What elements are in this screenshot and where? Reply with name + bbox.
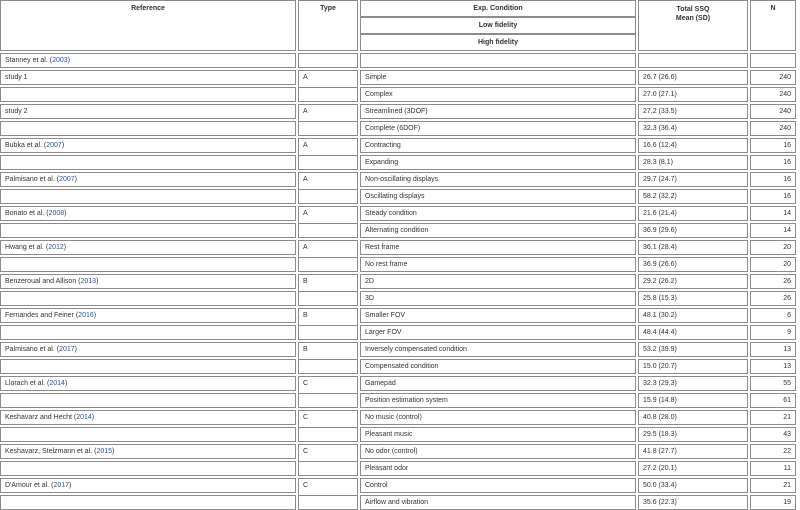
reference-cell bbox=[0, 87, 296, 102]
type-value: A bbox=[303, 176, 308, 183]
ssq-value: 27.0 (27.1) bbox=[643, 91, 677, 98]
year-close-paren: ) bbox=[63, 244, 67, 251]
n-cell bbox=[750, 138, 796, 153]
condition-value: Pleasant odor bbox=[365, 465, 409, 472]
n-cell bbox=[750, 308, 796, 323]
type-cell bbox=[298, 189, 358, 204]
n-cell bbox=[750, 206, 796, 221]
reference-name: D'Amour et al. bbox=[5, 482, 50, 489]
condition-value: Position estimation system bbox=[365, 397, 448, 404]
ssq-value: 26.7 (26.6) bbox=[643, 74, 677, 81]
ssq-value: 15.9 (14.8) bbox=[643, 397, 677, 404]
n-value: 16 bbox=[783, 159, 791, 166]
n-value: 55 bbox=[783, 380, 791, 387]
reference-year-link[interactable]: 2017 bbox=[59, 346, 75, 353]
n-value: 240 bbox=[779, 91, 791, 98]
type-cell bbox=[298, 393, 358, 408]
n-value: 20 bbox=[783, 244, 791, 251]
ssq-cell bbox=[638, 376, 748, 391]
condition-value: Contracting bbox=[365, 142, 401, 149]
reference-year-link[interactable]: 2017 bbox=[53, 482, 69, 489]
header-condition bbox=[360, 0, 636, 17]
type-value: C bbox=[303, 482, 309, 489]
n-value: 43 bbox=[783, 431, 791, 438]
n-cell bbox=[750, 291, 796, 306]
condition-value: Expanding bbox=[365, 159, 399, 166]
ssq-cell bbox=[638, 274, 748, 289]
condition-cell bbox=[360, 53, 636, 68]
type-value: C bbox=[303, 448, 309, 455]
reference-name: study 1 bbox=[5, 74, 28, 81]
header-condition-label: Exp. Condition bbox=[473, 5, 523, 12]
condition-cell bbox=[360, 206, 636, 221]
header-low-fidelity bbox=[360, 17, 636, 34]
n-value: 16 bbox=[783, 142, 791, 149]
reference-cell bbox=[0, 495, 296, 510]
ssq-cell bbox=[638, 410, 748, 425]
year-close-paren: ) bbox=[74, 346, 78, 353]
header-type-label: Type bbox=[320, 5, 336, 12]
reference-cell bbox=[0, 291, 296, 306]
n-cell bbox=[750, 325, 796, 340]
header-n-label: N bbox=[770, 5, 776, 12]
n-cell bbox=[750, 70, 796, 85]
n-cell bbox=[750, 257, 796, 272]
ssq-value: 32.3 (29.3) bbox=[643, 380, 677, 387]
reference-cell bbox=[0, 155, 296, 170]
year-close-paren: ) bbox=[112, 448, 115, 455]
condition-value: Complex bbox=[365, 91, 393, 98]
year-open-paren: ( bbox=[41, 142, 47, 149]
type-cell bbox=[298, 223, 358, 238]
n-value: 13 bbox=[783, 363, 791, 370]
ssq-value: 21.6 (21.4) bbox=[643, 210, 677, 217]
condition-cell bbox=[360, 359, 636, 374]
ssq-value: 27.2 (33.5) bbox=[643, 108, 677, 115]
year-open-paren: ( bbox=[71, 414, 77, 421]
reference-year-link[interactable]: 2007 bbox=[46, 142, 62, 149]
condition-cell bbox=[360, 461, 636, 476]
year-close-paren: ) bbox=[74, 176, 78, 183]
reference-cell bbox=[0, 223, 296, 238]
condition-value: Complete (6DOF) bbox=[365, 125, 421, 132]
reference-name: Llorach et al. bbox=[5, 380, 46, 387]
ssq-cell bbox=[638, 495, 748, 510]
ssq-cell bbox=[638, 189, 748, 204]
year-open-paren: ( bbox=[54, 176, 60, 183]
reference-cell bbox=[0, 206, 296, 221]
ssq-cell bbox=[638, 325, 748, 340]
n-value: 240 bbox=[779, 108, 791, 115]
type-cell bbox=[298, 427, 358, 442]
condition-value: 3D bbox=[365, 295, 374, 302]
year-close-paren: ) bbox=[64, 380, 68, 387]
type-value: B bbox=[303, 312, 308, 319]
condition-cell bbox=[360, 172, 636, 187]
ssq-value: 32.3 (36.4) bbox=[643, 125, 677, 132]
condition-cell bbox=[360, 104, 636, 119]
n-value: 240 bbox=[779, 74, 791, 81]
n-cell bbox=[750, 155, 796, 170]
reference-cell bbox=[0, 189, 296, 204]
type-cell bbox=[298, 359, 358, 374]
year-close-paren: ) bbox=[64, 210, 67, 217]
type-cell bbox=[298, 155, 358, 170]
reference-cell bbox=[0, 410, 296, 425]
ssq-value: 28.3 (8.1) bbox=[643, 159, 673, 166]
reference-cell bbox=[0, 138, 296, 153]
n-cell bbox=[750, 410, 796, 425]
year-open-paren: ( bbox=[47, 57, 53, 64]
n-cell bbox=[750, 172, 796, 187]
ssq-value: 41.8 (27.7) bbox=[643, 448, 677, 455]
header-high-fidelity-label: High fidelity bbox=[477, 39, 519, 46]
ssq-value: 53.2 (39.9) bbox=[643, 346, 677, 353]
ssq-cell bbox=[638, 121, 748, 136]
reference-cell bbox=[0, 376, 296, 391]
ssq-value: 50.0 (33.4) bbox=[643, 482, 677, 489]
condition-value: Compensated condition bbox=[365, 363, 439, 370]
ssq-value: 36.9 (26.6) bbox=[643, 261, 677, 268]
ssq-cell bbox=[638, 138, 748, 153]
year-close-paren: ) bbox=[69, 482, 72, 489]
n-cell bbox=[750, 444, 796, 459]
condition-cell bbox=[360, 70, 636, 85]
type-cell bbox=[298, 87, 358, 102]
reference-cell bbox=[0, 461, 296, 476]
condition-value: Inversely compensated condition bbox=[365, 346, 467, 353]
condition-cell bbox=[360, 444, 636, 459]
year-open-paren: ( bbox=[45, 380, 50, 387]
reference-cell bbox=[0, 393, 296, 408]
condition-cell bbox=[360, 308, 636, 323]
condition-value: Control bbox=[365, 482, 388, 489]
ssq-value: 48.4 (44.4) bbox=[643, 329, 677, 336]
n-value: 20 bbox=[783, 261, 791, 268]
type-value: A bbox=[303, 108, 308, 115]
reference-name: Palmisano et al. bbox=[5, 176, 55, 183]
condition-cell bbox=[360, 342, 636, 357]
reference-year-link[interactable]: 2016 bbox=[78, 312, 94, 319]
year-open-paren: ( bbox=[43, 244, 49, 251]
ssq-value: 40.8 (28.0) bbox=[643, 414, 677, 421]
n-cell bbox=[750, 189, 796, 204]
reference-cell bbox=[0, 478, 296, 493]
reference-cell bbox=[0, 172, 296, 187]
condition-value: No music (control) bbox=[365, 414, 422, 421]
type-value: A bbox=[303, 210, 308, 217]
reference-cell bbox=[0, 444, 296, 459]
n-value: 61 bbox=[783, 397, 791, 404]
reference-year-link[interactable]: 2013 bbox=[80, 278, 97, 285]
reference-cell bbox=[0, 121, 296, 136]
reference-year-link[interactable]: 2015 bbox=[96, 448, 113, 455]
n-cell bbox=[750, 427, 796, 442]
reference-name: Palmisano et al. bbox=[5, 346, 55, 353]
header-low-fidelity-label: Low fidelity bbox=[478, 22, 518, 29]
ssq-cell bbox=[638, 104, 748, 119]
header-type bbox=[298, 0, 358, 51]
ssq-cell bbox=[638, 308, 748, 323]
reference-name: Keshavarz and Hecht bbox=[5, 414, 72, 421]
condition-value: No rest frame bbox=[365, 261, 408, 268]
n-cell bbox=[750, 376, 796, 391]
type-cell bbox=[298, 495, 358, 510]
reference-name: Keshavarz, Stelzmann et al. bbox=[5, 448, 93, 455]
type-value: C bbox=[303, 414, 309, 421]
n-value: 14 bbox=[783, 210, 791, 217]
reference-name: study 2 bbox=[5, 108, 28, 115]
reference-name: Bubka et al. bbox=[5, 142, 42, 149]
n-cell bbox=[750, 495, 796, 510]
n-value: 26 bbox=[783, 295, 791, 302]
n-value: 19 bbox=[783, 499, 791, 506]
type-cell bbox=[298, 325, 358, 340]
condition-cell bbox=[360, 155, 636, 170]
year-close-paren: ) bbox=[91, 414, 95, 421]
n-cell bbox=[750, 121, 796, 136]
condition-value: Alternating condition bbox=[365, 227, 429, 234]
ssq-cell bbox=[638, 172, 748, 187]
condition-value: Pleasant music bbox=[365, 431, 413, 438]
reference-name: Hwang et al. bbox=[5, 244, 44, 251]
ssq-cell bbox=[638, 291, 748, 306]
condition-cell bbox=[360, 427, 636, 442]
condition-value: Airflow and vibration bbox=[365, 499, 429, 506]
ssq-value: 16.6 (12.4) bbox=[643, 142, 677, 149]
ssq-value: 29.5 (18.3) bbox=[643, 431, 677, 438]
condition-value: Rest frame bbox=[365, 244, 400, 251]
n-cell bbox=[750, 53, 796, 68]
condition-cell bbox=[360, 478, 636, 493]
ssq-value: 58.2 (32.2) bbox=[643, 193, 677, 200]
header-ssq-line2: Mean (SD) bbox=[675, 15, 711, 22]
reference-name: Benzeroual and Allison bbox=[5, 278, 77, 285]
condition-cell bbox=[360, 189, 636, 204]
ssq-cell bbox=[638, 478, 748, 493]
year-close-paren: ) bbox=[96, 278, 99, 285]
condition-cell bbox=[360, 325, 636, 340]
condition-value: Larger FOV bbox=[365, 329, 402, 336]
reference-cell bbox=[0, 308, 296, 323]
n-cell bbox=[750, 87, 796, 102]
reference-year-link[interactable]: 2014 bbox=[76, 414, 92, 421]
condition-cell bbox=[360, 87, 636, 102]
reference-cell bbox=[0, 53, 296, 68]
ssq-cell bbox=[638, 257, 748, 272]
ssq-value: 29.2 (26.2) bbox=[643, 278, 677, 285]
reference-cell bbox=[0, 342, 296, 357]
reference-year-link[interactable]: 2012 bbox=[48, 244, 64, 251]
condition-cell bbox=[360, 495, 636, 510]
n-value: 21 bbox=[783, 482, 791, 489]
n-value: 14 bbox=[783, 227, 791, 234]
condition-cell bbox=[360, 376, 636, 391]
ssq-cell bbox=[638, 393, 748, 408]
condition-value: 2D bbox=[365, 278, 374, 285]
ssq-cell bbox=[638, 206, 748, 221]
reference-cell bbox=[0, 240, 296, 255]
ssq-cell bbox=[638, 444, 748, 459]
type-value: A bbox=[303, 74, 308, 81]
type-value: B bbox=[303, 278, 308, 285]
type-value: B bbox=[303, 346, 308, 353]
condition-cell bbox=[360, 138, 636, 153]
reference-cell bbox=[0, 359, 296, 374]
year-open-paren: ( bbox=[92, 448, 97, 455]
type-value: C bbox=[303, 380, 309, 387]
ssq-value: 36.1 (28.4) bbox=[643, 244, 677, 251]
type-cell bbox=[298, 461, 358, 476]
ssq-cell bbox=[638, 427, 748, 442]
reference-name: Fernandes and Feiner bbox=[5, 312, 74, 319]
type-cell bbox=[298, 257, 358, 272]
ssq-cell bbox=[638, 70, 748, 85]
condition-cell bbox=[360, 410, 636, 425]
n-value: 240 bbox=[779, 125, 791, 132]
ssq-value: 25.8 (15.3) bbox=[643, 295, 677, 302]
reference-name: Bonato et al. bbox=[5, 210, 45, 217]
n-value: 22 bbox=[783, 448, 791, 455]
type-cell bbox=[298, 53, 358, 68]
n-value: 13 bbox=[783, 346, 791, 353]
condition-value: Streamlined (3DOF) bbox=[365, 108, 428, 115]
year-open-paren: ( bbox=[49, 482, 54, 489]
n-cell bbox=[750, 274, 796, 289]
condition-value: Steady condition bbox=[365, 210, 417, 217]
n-value: 16 bbox=[783, 176, 791, 183]
reference-year-link[interactable]: 2003 bbox=[52, 57, 68, 64]
condition-value: Non-oscillating displays bbox=[365, 176, 439, 183]
year-close-paren: ) bbox=[93, 312, 97, 319]
ssq-value: 48.1 (30.2) bbox=[643, 312, 677, 319]
type-value: A bbox=[303, 244, 308, 251]
n-cell bbox=[750, 478, 796, 493]
header-ssq bbox=[638, 0, 748, 51]
condition-cell bbox=[360, 274, 636, 289]
year-open-paren: ( bbox=[73, 312, 79, 319]
condition-value: No odor (control) bbox=[365, 448, 418, 455]
n-value: 16 bbox=[783, 193, 791, 200]
ssq-value: 15.0 (20.7) bbox=[643, 363, 677, 370]
ssq-cell bbox=[638, 155, 748, 170]
ssq-cell bbox=[638, 223, 748, 238]
year-close-paren: ) bbox=[61, 142, 65, 149]
n-cell bbox=[750, 223, 796, 238]
ssq-value: 27.2 (20.1) bbox=[643, 465, 677, 472]
reference-name: Stanney et al. bbox=[5, 57, 48, 64]
condition-value: Smaller FOV bbox=[365, 312, 406, 319]
year-open-paren: ( bbox=[76, 278, 81, 285]
condition-value: Gamepad bbox=[365, 380, 396, 387]
ssq-cell bbox=[638, 461, 748, 476]
reference-cell bbox=[0, 274, 296, 289]
condition-value: Oscillating displays bbox=[365, 193, 425, 200]
condition-cell bbox=[360, 291, 636, 306]
reference-year-link[interactable]: 2007 bbox=[59, 176, 75, 183]
type-value: A bbox=[303, 142, 308, 149]
condition-cell bbox=[360, 257, 636, 272]
reference-year-link[interactable]: 2008 bbox=[48, 210, 65, 217]
ssq-cell bbox=[638, 240, 748, 255]
year-close-paren: ) bbox=[67, 57, 71, 64]
header-high-fidelity bbox=[360, 34, 636, 51]
reference-cell bbox=[0, 427, 296, 442]
ssq-cell bbox=[638, 53, 748, 68]
n-cell bbox=[750, 104, 796, 119]
type-cell bbox=[298, 291, 358, 306]
n-cell bbox=[750, 342, 796, 357]
ssq-value: 29.7 (24.7) bbox=[643, 176, 677, 183]
reference-cell bbox=[0, 104, 296, 119]
ssq-cell bbox=[638, 87, 748, 102]
condition-cell bbox=[360, 393, 636, 408]
n-value: 6 bbox=[787, 312, 791, 319]
ssq-value: 35.6 (22.3) bbox=[643, 499, 677, 506]
condition-value: Simple bbox=[365, 74, 387, 81]
n-value: 21 bbox=[783, 414, 791, 421]
n-cell bbox=[750, 393, 796, 408]
n-cell bbox=[750, 359, 796, 374]
reference-cell bbox=[0, 70, 296, 85]
condition-cell bbox=[360, 223, 636, 238]
reference-year-link[interactable]: 2014 bbox=[49, 380, 65, 387]
condition-cell bbox=[360, 121, 636, 136]
ssq-value: 36.9 (29.6) bbox=[643, 227, 677, 234]
type-cell bbox=[298, 121, 358, 136]
header-reference-label: Reference bbox=[131, 5, 165, 12]
header-reference bbox=[0, 0, 296, 51]
n-value: 26 bbox=[783, 278, 791, 285]
condition-cell bbox=[360, 240, 636, 255]
ssq-cell bbox=[638, 359, 748, 374]
n-value: 11 bbox=[783, 465, 791, 472]
year-open-paren: ( bbox=[54, 346, 60, 353]
header-n bbox=[750, 0, 796, 51]
header-ssq-line1: Total SSQ bbox=[676, 6, 710, 13]
reference-cell bbox=[0, 257, 296, 272]
ssq-cell bbox=[638, 342, 748, 357]
n-value: 9 bbox=[787, 329, 791, 336]
n-cell bbox=[750, 461, 796, 476]
year-open-paren: ( bbox=[44, 210, 49, 217]
reference-cell bbox=[0, 325, 296, 340]
n-cell bbox=[750, 240, 796, 255]
